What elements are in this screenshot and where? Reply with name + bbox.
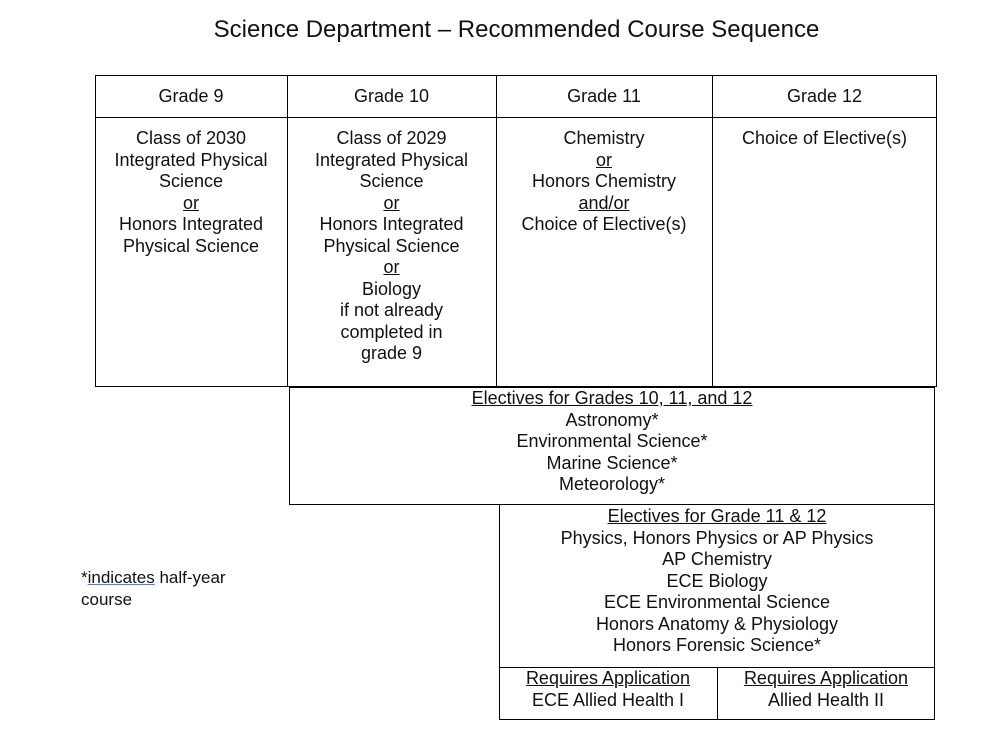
electives-10-12-list [289, 388, 935, 496]
course: Choice of Elective(s) [521, 214, 687, 234]
header-grade-10: Grade 10 [353, 86, 430, 106]
course: Integrated Physical Science [114, 149, 268, 191]
course-note: if not already completed in grade 9 [339, 300, 444, 363]
application-cell-2 [717, 668, 935, 711]
course: ECE Allied Health I [531, 689, 685, 710]
grade-11-cell [496, 128, 712, 236]
connector-or: or [182, 192, 199, 213]
connector-or: or [383, 192, 400, 213]
page-title: Science Department – Recommended Course Sequence [213, 16, 820, 43]
grade-10-cell [287, 128, 496, 365]
electives-10-12-heading: Electives for Grades 10, 11, and 12 [471, 388, 753, 408]
elective-item: Environmental Science* [516, 431, 708, 451]
course: Honors Integrated Physical Science [319, 214, 464, 256]
connector-and-or: and/or [578, 192, 630, 213]
footnote-star: * [81, 568, 88, 587]
course: Integrated Physical Science [314, 149, 469, 191]
grid-divider-3 [712, 75, 713, 387]
elective-item: Honors Forensic Science* [612, 635, 822, 655]
application-cell-1 [499, 668, 717, 711]
elective-item: ECE Environmental Science [603, 592, 831, 612]
elective-item: Meteorology* [558, 474, 666, 494]
course: Honors Integrated Physical Science [118, 214, 264, 256]
header-grade-11: Grade 11 [567, 86, 641, 106]
course: Honors Chemistry [531, 171, 677, 191]
elective-item: AP Chemistry [662, 549, 772, 569]
footnote-text: half-year course [81, 568, 226, 609]
half-year-footnote [81, 567, 261, 611]
course: Biology [361, 278, 422, 299]
elective-item: Marine Science* [546, 452, 678, 473]
requires-application-label: Requires Application [743, 668, 909, 688]
electives-11-12-list [499, 506, 935, 657]
grid-header-divider [95, 117, 937, 118]
class-year: Class of 2029 [336, 128, 447, 148]
footnote-underlined: indicates [87, 568, 155, 587]
class-year: Class of 2030 [135, 128, 247, 148]
connector-or: or [383, 257, 400, 277]
connector-or: or [595, 149, 612, 170]
requires-application-label: Requires Application [525, 668, 691, 688]
elective-item: Honors Anatomy & Physiology [595, 613, 839, 634]
course: Choice of Elective(s) [741, 128, 908, 148]
header-grade-12: Grade 12 [786, 86, 863, 106]
electives-11-12-heading: Electives for Grade 11 & 12 [607, 506, 827, 526]
header-grade-9: Grade 9 [158, 86, 224, 106]
grade-12-cell [712, 128, 937, 150]
course: Allied Health II [767, 689, 885, 710]
elective-item: ECE Biology [666, 570, 768, 591]
elective-item: Physics, Honors Physics or AP Physics [560, 527, 874, 548]
grade-9-cell [95, 128, 287, 257]
course: Chemistry [563, 128, 645, 148]
elective-item: Astronomy* [565, 409, 659, 430]
